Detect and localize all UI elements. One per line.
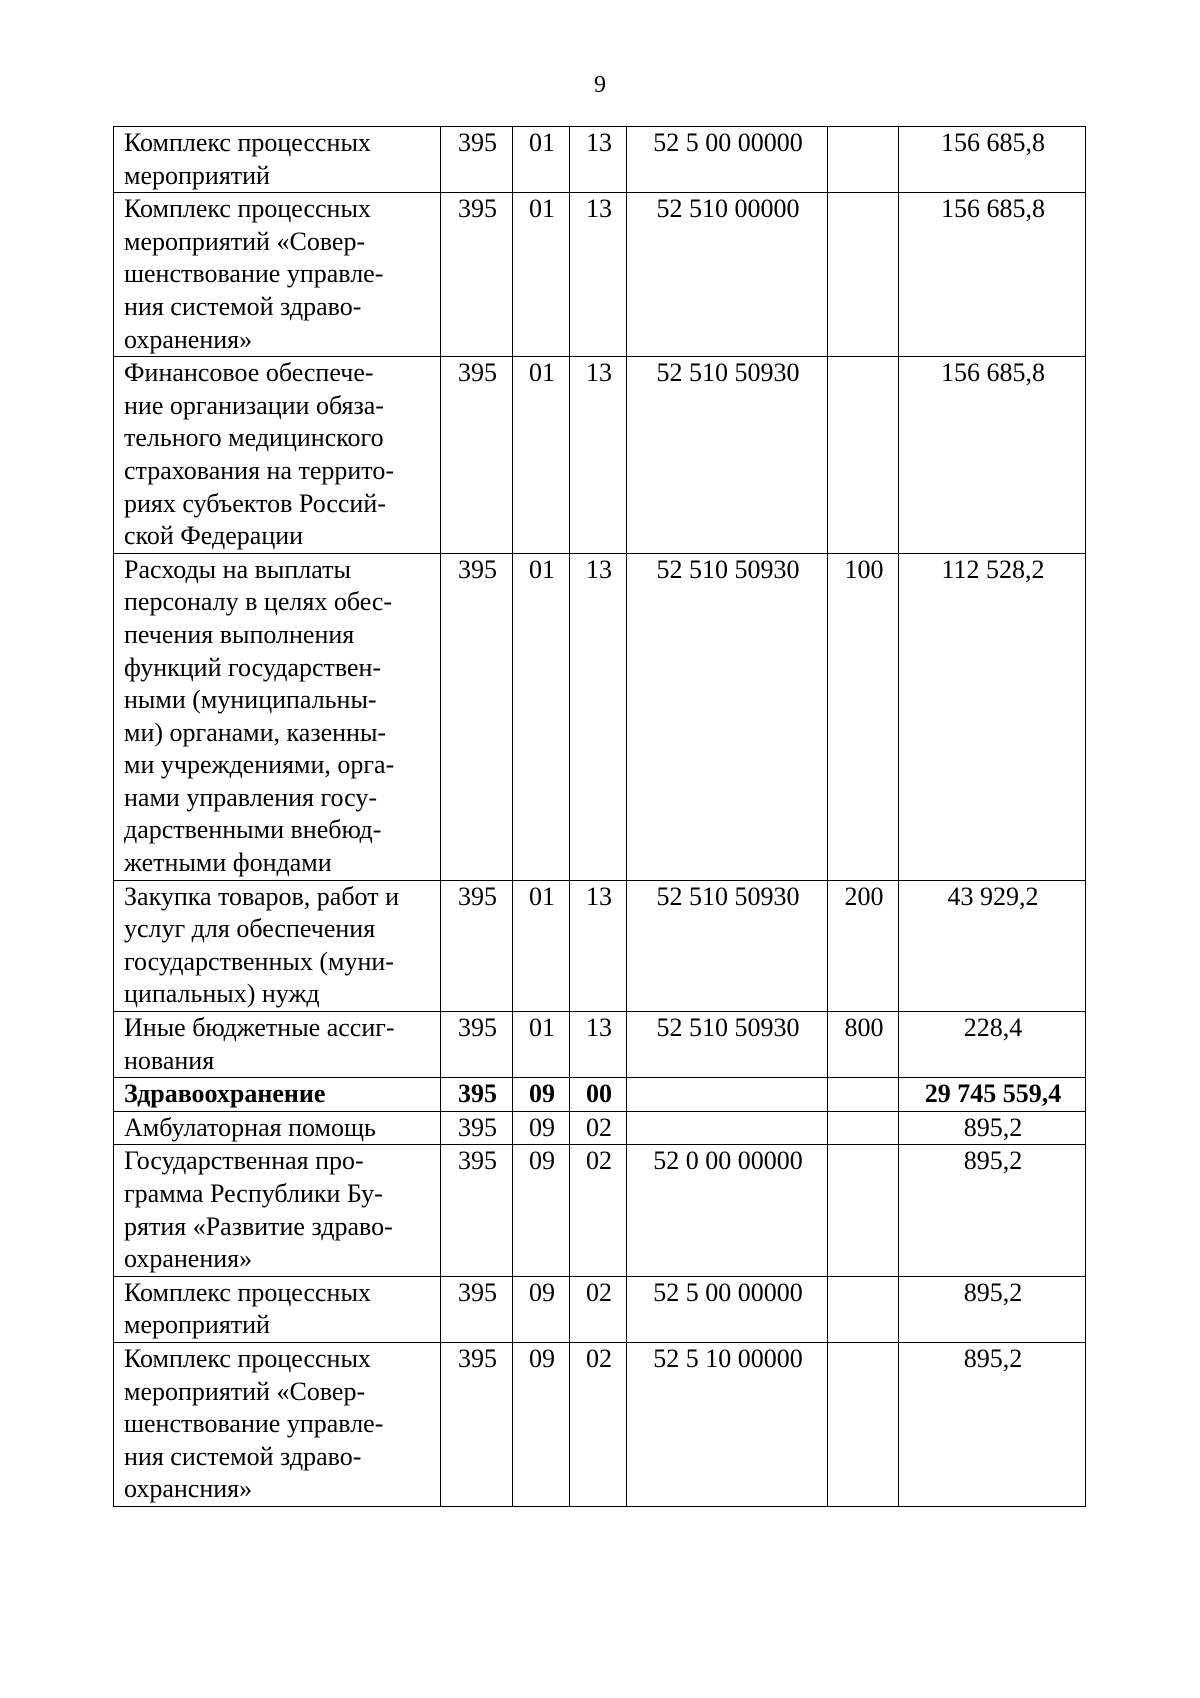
item-name-cell bbox=[114, 1342, 441, 1506]
item-name-line: ными (муниципальны- bbox=[124, 685, 377, 715]
table-row bbox=[114, 357, 1086, 554]
target-article-cell: 52 5 00 00000 bbox=[627, 127, 828, 193]
item-name-line: услуг для обеспечения bbox=[124, 914, 376, 944]
expense-type-cell bbox=[828, 1276, 899, 1342]
grbs-code-cell: 395 bbox=[441, 127, 513, 193]
item-name-line: охранения» bbox=[124, 1244, 253, 1274]
expense-type-cell bbox=[828, 1111, 899, 1145]
item-name-line: ния системой здраво- bbox=[124, 1441, 362, 1471]
subsection-code-cell: 02 bbox=[570, 1145, 627, 1276]
section-code-cell: 01 bbox=[513, 553, 570, 880]
item-name-cell bbox=[114, 1111, 441, 1145]
item-name-cell bbox=[114, 1276, 441, 1342]
amount-cell: 156 685,8 bbox=[899, 127, 1086, 193]
item-name-line: Расходы на выплаты bbox=[124, 554, 351, 584]
subsection-code-cell: 02 bbox=[570, 1111, 627, 1145]
section-code-cell: 09 bbox=[513, 1111, 570, 1145]
section-code-cell: 09 bbox=[513, 1145, 570, 1276]
item-name-line: охранения» bbox=[124, 324, 253, 354]
table-row bbox=[114, 1012, 1086, 1078]
target-article-cell: 52 5 10 00000 bbox=[627, 1342, 828, 1506]
budget-table bbox=[113, 126, 1086, 1507]
table-row bbox=[114, 1342, 1086, 1506]
target-article-cell: 52 0 00 00000 bbox=[627, 1145, 828, 1276]
grbs-code-cell: 395 bbox=[441, 1012, 513, 1078]
item-name-line: мероприятий bbox=[124, 160, 270, 190]
item-name-cell bbox=[114, 1012, 441, 1078]
item-name-line: Амбулаторная помощь bbox=[124, 1112, 376, 1142]
target-article-cell: 52 510 50930 bbox=[627, 1012, 828, 1078]
grbs-code-cell: 395 bbox=[441, 553, 513, 880]
table-row bbox=[114, 1078, 1086, 1112]
item-name-line: Финансовое обеспече- bbox=[124, 358, 374, 388]
section-code-cell: 09 bbox=[513, 1342, 570, 1506]
subsection-code-cell: 13 bbox=[570, 193, 627, 357]
item-name-line: мероприятий «Совер- bbox=[124, 1376, 366, 1406]
section-code-cell: 09 bbox=[513, 1276, 570, 1342]
amount-cell: 29 745 559,4 bbox=[899, 1078, 1086, 1112]
grbs-code-cell: 395 bbox=[441, 357, 513, 554]
item-name-cell bbox=[114, 127, 441, 193]
item-name-line: шенствование управле- bbox=[124, 1409, 384, 1439]
section-code-cell: 01 bbox=[513, 880, 570, 1011]
item-name-line: жетными фондами bbox=[124, 848, 332, 878]
item-name-line: тельного медицинского bbox=[124, 423, 384, 453]
item-name-line: ния системой здраво- bbox=[124, 291, 362, 321]
item-name-line: Комплекс процессных bbox=[124, 1343, 371, 1373]
grbs-code-cell: 395 bbox=[441, 880, 513, 1011]
grbs-code-cell: 395 bbox=[441, 1276, 513, 1342]
target-article-cell bbox=[627, 1111, 828, 1145]
item-name-line: Здравоохранение bbox=[124, 1079, 326, 1109]
amount-cell: 895,2 bbox=[899, 1342, 1086, 1506]
expense-type-cell bbox=[828, 127, 899, 193]
item-name-line: ми учреждениями, орга- bbox=[124, 750, 395, 780]
item-name-line: Комплекс процессных bbox=[124, 1277, 371, 1307]
expense-type-cell: 200 bbox=[828, 880, 899, 1011]
grbs-code-cell: 395 bbox=[441, 1111, 513, 1145]
item-name-cell bbox=[114, 1078, 441, 1112]
item-name-line: грамма Республики Бу- bbox=[124, 1179, 383, 1208]
item-name-line: охрансния» bbox=[124, 1474, 253, 1504]
expense-type-cell bbox=[828, 1145, 899, 1276]
amount-cell: 156 685,8 bbox=[899, 357, 1086, 554]
item-name-cell bbox=[114, 880, 441, 1011]
item-name-cell bbox=[114, 553, 441, 880]
subsection-code-cell: 13 bbox=[570, 357, 627, 554]
page-number: 9 bbox=[594, 72, 606, 98]
item-name-line: печения выполнения bbox=[124, 619, 355, 649]
item-name-line: Иные бюджетные ассиг- bbox=[124, 1013, 395, 1043]
expense-type-cell bbox=[828, 1078, 899, 1112]
section-code-cell: 01 bbox=[513, 1012, 570, 1078]
item-name-line: шенствование управле- bbox=[124, 259, 384, 289]
amount-cell: 43 929,2 bbox=[899, 880, 1086, 1011]
subsection-code-cell: 13 bbox=[570, 553, 627, 880]
grbs-code-cell: 395 bbox=[441, 1145, 513, 1276]
section-code-cell: 01 bbox=[513, 127, 570, 193]
item-name-line: дарственными внебюд- bbox=[124, 815, 382, 845]
amount-cell: 895,2 bbox=[899, 1276, 1086, 1342]
item-name-line: Комплекс процессных bbox=[124, 194, 371, 224]
target-article-cell: 52 510 00000 bbox=[627, 193, 828, 357]
expense-type-cell: 800 bbox=[828, 1012, 899, 1078]
item-name-cell bbox=[114, 1145, 441, 1276]
target-article-cell: 52 510 50930 bbox=[627, 880, 828, 1011]
subsection-code-cell: 13 bbox=[570, 127, 627, 193]
table-row bbox=[114, 1276, 1086, 1342]
item-name-line: государственных (муни- bbox=[124, 946, 394, 976]
section-code-cell: 09 bbox=[513, 1078, 570, 1112]
target-article-cell bbox=[627, 1078, 828, 1112]
item-name-line: рятия «Развитие здраво- bbox=[124, 1211, 393, 1241]
item-name-line: Закупка товаров, работ и bbox=[124, 881, 399, 911]
subsection-code-cell: 13 bbox=[570, 1012, 627, 1078]
item-name-line: риях субъектов Россий- bbox=[124, 488, 386, 518]
expense-type-cell bbox=[828, 357, 899, 554]
item-name-line: мероприятий bbox=[124, 1310, 270, 1340]
target-article-cell: 52 510 50930 bbox=[627, 357, 828, 554]
item-name-line: нами управления госу- bbox=[124, 782, 378, 812]
amount-cell: 156 685,8 bbox=[899, 193, 1086, 357]
subsection-code-cell: 13 bbox=[570, 880, 627, 1011]
item-name-line: Комплекс процессных bbox=[124, 128, 371, 157]
item-name-line: функций государствен- bbox=[124, 652, 382, 682]
expense-type-cell bbox=[828, 1342, 899, 1506]
table-row bbox=[114, 880, 1086, 1011]
amount-cell: 895,2 bbox=[899, 1145, 1086, 1276]
item-name-line: персоналу в целях обес- bbox=[124, 587, 393, 617]
amount-cell: 895,2 bbox=[899, 1111, 1086, 1145]
item-name-line: ципальных) нужд bbox=[124, 979, 320, 1009]
grbs-code-cell: 395 bbox=[441, 193, 513, 357]
grbs-code-cell: 395 bbox=[441, 1078, 513, 1112]
item-name-line: страхования на террито- bbox=[124, 455, 394, 485]
expense-type-cell: 100 bbox=[828, 553, 899, 880]
section-code-cell: 01 bbox=[513, 357, 570, 554]
item-name-line: ской Федерации bbox=[124, 521, 304, 551]
item-name-line: ние организации обяза- bbox=[124, 390, 384, 420]
amount-cell: 228,4 bbox=[899, 1012, 1086, 1078]
table-row bbox=[114, 127, 1086, 193]
subsection-code-cell: 02 bbox=[570, 1276, 627, 1342]
budget-table-body bbox=[114, 127, 1086, 1507]
section-code-cell: 01 bbox=[513, 193, 570, 357]
item-name-line: ми) органами, казенны- bbox=[124, 717, 387, 747]
table-row bbox=[114, 193, 1086, 357]
grbs-code-cell: 395 bbox=[441, 1342, 513, 1506]
item-name-line: Государственная про- bbox=[124, 1146, 364, 1176]
item-name-line: мероприятий «Совер- bbox=[124, 226, 366, 256]
item-name-cell bbox=[114, 193, 441, 357]
table-row bbox=[114, 1145, 1086, 1276]
item-name-line: нования bbox=[124, 1045, 215, 1075]
target-article-cell: 52 510 50930 bbox=[627, 553, 828, 880]
table-row bbox=[114, 553, 1086, 880]
subsection-code-cell: 02 bbox=[570, 1342, 627, 1506]
item-name-cell bbox=[114, 357, 441, 554]
subsection-code-cell: 00 bbox=[570, 1078, 627, 1112]
expense-type-cell bbox=[828, 193, 899, 357]
amount-cell: 112 528,2 bbox=[899, 553, 1086, 880]
target-article-cell: 52 5 00 00000 bbox=[627, 1276, 828, 1342]
table-row bbox=[114, 1111, 1086, 1145]
